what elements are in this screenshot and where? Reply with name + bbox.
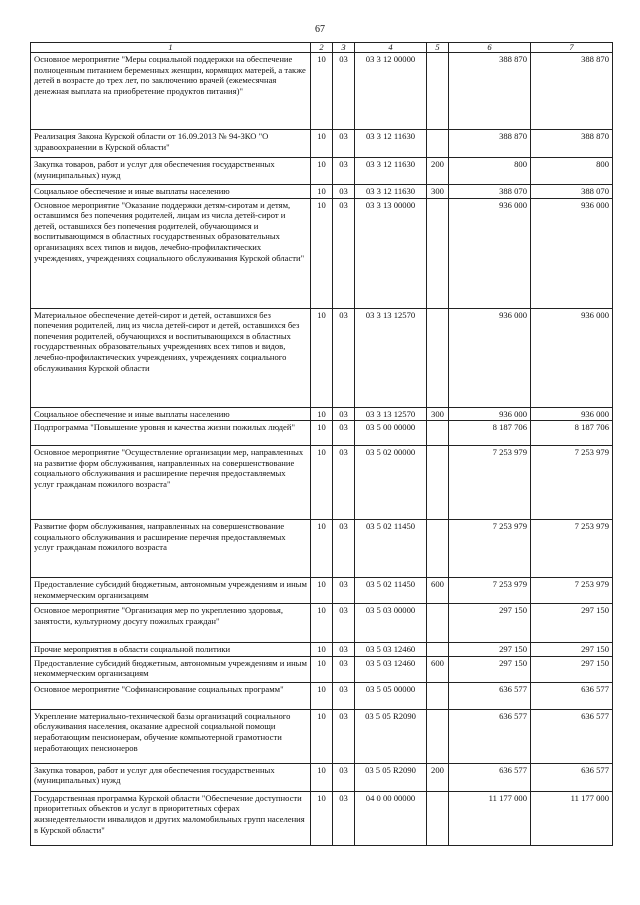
row-amount-2: 388 870 — [531, 53, 613, 130]
row-subsection: 03 — [333, 520, 355, 578]
table-row — [31, 791, 613, 845]
row-amount-2: 936 000 — [531, 407, 613, 421]
row-subsection: 03 — [333, 656, 355, 682]
column-header: 6 — [449, 43, 531, 53]
row-expense-type — [427, 643, 449, 657]
row-subsection: 03 — [333, 308, 355, 407]
row-expense-type: 200 — [427, 763, 449, 791]
row-expense-type — [427, 421, 449, 446]
row-subsection: 03 — [333, 643, 355, 657]
table-row — [31, 53, 613, 130]
column-header: 3 — [333, 43, 355, 53]
row-amount-2: 936 000 — [531, 198, 613, 308]
row-amount-2: 636 577 — [531, 709, 613, 763]
row-subsection: 03 — [333, 53, 355, 130]
row-section: 10 — [311, 308, 333, 407]
row-amount-1: 936 000 — [449, 308, 531, 407]
row-target-code: 03 5 02 00000 — [355, 446, 427, 520]
row-expense-type: 200 — [427, 158, 449, 185]
row-target-code: 03 3 12 00000 — [355, 53, 427, 130]
row-description: Основное мероприятие "Софинансирование социальных программ" — [31, 682, 311, 709]
row-amount-1: 297 150 — [449, 604, 531, 643]
row-amount-1: 297 150 — [449, 656, 531, 682]
row-subsection: 03 — [333, 578, 355, 604]
row-target-code: 03 3 13 12570 — [355, 308, 427, 407]
row-target-code: 03 5 03 12460 — [355, 656, 427, 682]
row-expense-type — [427, 604, 449, 643]
row-target-code: 03 3 13 00000 — [355, 198, 427, 308]
table-row — [31, 446, 613, 520]
row-amount-1: 388 070 — [449, 185, 531, 199]
page-number: 67 — [315, 24, 325, 35]
row-amount-2: 388 070 — [531, 185, 613, 199]
table-row — [31, 185, 613, 199]
row-expense-type — [427, 130, 449, 158]
row-section: 10 — [311, 130, 333, 158]
row-description: Предоставление субсидий бюджетным, автономным учреждениям и иным некоммерческим организациям — [31, 578, 311, 604]
row-target-code: 04 0 00 00000 — [355, 791, 427, 845]
row-expense-type: 300 — [427, 407, 449, 421]
row-section: 10 — [311, 791, 333, 845]
row-subsection: 03 — [333, 791, 355, 845]
row-section: 10 — [311, 421, 333, 446]
row-target-code: 03 5 02 11450 — [355, 520, 427, 578]
row-description: Материальное обеспечение детей-сирот и детей, оставшихся без попечения родителей, лиц из числа детей-сирот и детей, оставшихся без попечения родителей, обучающихся и воспитывающихся в областных государственных образовательных учреждениях всех типов и видов, лечебно-профилактических учреждениях, учреждениях социального обслуживания Курской области — [31, 308, 311, 407]
row-description: Основное мероприятие "Осуществление организации мер, направленных на развитие форм обслуживания, направленных на совершенствование социального обслуживания и расширение перечня предоставляемых услуг гражданам пожилого возраста" — [31, 446, 311, 520]
row-amount-1: 388 870 — [449, 130, 531, 158]
row-section: 10 — [311, 709, 333, 763]
table-header-row — [31, 43, 613, 53]
row-amount-2: 8 187 706 — [531, 421, 613, 446]
row-amount-2: 388 870 — [531, 130, 613, 158]
row-amount-1: 388 870 — [449, 53, 531, 130]
row-description: Укрепление материально-технической базы организаций социального обслуживания населения, оказание адресной социальной помощи неработающим пенсионерам, обучение компьютерной грамотности неработающих пенсионеров — [31, 709, 311, 763]
row-description: Социальное обеспечение и иные выплаты населению — [31, 407, 311, 421]
row-amount-2: 7 253 979 — [531, 578, 613, 604]
row-amount-1: 936 000 — [449, 407, 531, 421]
row-subsection: 03 — [333, 604, 355, 643]
table-row — [31, 198, 613, 308]
row-subsection: 03 — [333, 763, 355, 791]
row-target-code: 03 5 00 00000 — [355, 421, 427, 446]
row-target-code: 03 3 13 12570 — [355, 407, 427, 421]
table-row — [31, 421, 613, 446]
row-description: Развитие форм обслуживания, направленных на совершенствование социального обслуживания и расширение перечня предоставляемых услуг гражданам пожилого возраста — [31, 520, 311, 578]
row-description: Социальное обеспечение и иные выплаты населению — [31, 185, 311, 199]
row-subsection: 03 — [333, 185, 355, 199]
row-amount-2: 11 177 000 — [531, 791, 613, 845]
column-header: 1 — [31, 43, 311, 53]
row-target-code: 03 5 05 R2090 — [355, 709, 427, 763]
row-target-code: 03 3 12 11630 — [355, 158, 427, 185]
row-amount-2: 936 000 — [531, 308, 613, 407]
row-amount-1: 936 000 — [449, 198, 531, 308]
row-subsection: 03 — [333, 421, 355, 446]
row-section: 10 — [311, 185, 333, 199]
row-expense-type — [427, 682, 449, 709]
row-amount-2: 7 253 979 — [531, 446, 613, 520]
row-amount-2: 800 — [531, 158, 613, 185]
row-expense-type: 600 — [427, 578, 449, 604]
row-amount-2: 636 577 — [531, 682, 613, 709]
row-amount-2: 297 150 — [531, 643, 613, 657]
row-description: Основное мероприятие "Меры социальной поддержки на обеспечение полноценным питанием беременных женщин, кормящих матерей, а также детей в возрасте до трех лет, по заключению врачей (ежемесячная денежная выплата на приобретение продуктов питания)" — [31, 53, 311, 130]
row-target-code: 03 5 03 00000 — [355, 604, 427, 643]
row-target-code: 03 5 03 12460 — [355, 643, 427, 657]
row-section: 10 — [311, 656, 333, 682]
row-expense-type: 600 — [427, 656, 449, 682]
row-target-code: 03 5 05 R2090 — [355, 763, 427, 791]
row-amount-1: 800 — [449, 158, 531, 185]
row-description: Подпрограмма "Повышение уровня и качества жизни пожилых людей" — [31, 421, 311, 446]
row-amount-1: 8 187 706 — [449, 421, 531, 446]
row-expense-type: 300 — [427, 185, 449, 199]
row-subsection: 03 — [333, 130, 355, 158]
row-subsection: 03 — [333, 446, 355, 520]
row-section: 10 — [311, 520, 333, 578]
row-section: 10 — [311, 407, 333, 421]
row-subsection: 03 — [333, 158, 355, 185]
row-amount-1: 636 577 — [449, 682, 531, 709]
row-section: 10 — [311, 682, 333, 709]
budget-table — [30, 42, 613, 846]
row-description: Основное мероприятие "Организация мер по укреплению здоровья, занятости, культурному досугу пожилых граждан" — [31, 604, 311, 643]
row-amount-1: 7 253 979 — [449, 446, 531, 520]
row-amount-1: 7 253 979 — [449, 520, 531, 578]
row-description: Прочие мероприятия в области социальной политики — [31, 643, 311, 657]
table-row — [31, 158, 613, 185]
row-description: Государственная программа Курской области "Обеспечение доступности приоритетных объектов и услуг в приоритетных сферах жизнедеятельности инвалидов и других маломобильных групп населения в Курской области" — [31, 791, 311, 845]
row-amount-2: 297 150 — [531, 604, 613, 643]
table-row — [31, 656, 613, 682]
column-header: 2 — [311, 43, 333, 53]
row-target-code: 03 5 02 11450 — [355, 578, 427, 604]
row-section: 10 — [311, 604, 333, 643]
row-section: 10 — [311, 763, 333, 791]
row-target-code: 03 3 12 11630 — [355, 130, 427, 158]
table-row — [31, 308, 613, 407]
row-expense-type — [427, 709, 449, 763]
table-row — [31, 130, 613, 158]
table-row — [31, 407, 613, 421]
row-section: 10 — [311, 198, 333, 308]
row-section: 10 — [311, 578, 333, 604]
row-amount-2: 7 253 979 — [531, 520, 613, 578]
row-section: 10 — [311, 53, 333, 130]
table-row — [31, 682, 613, 709]
column-header: 4 — [355, 43, 427, 53]
row-amount-1: 297 150 — [449, 643, 531, 657]
row-expense-type — [427, 446, 449, 520]
table-row — [31, 709, 613, 763]
column-header: 5 — [427, 43, 449, 53]
row-amount-1: 11 177 000 — [449, 791, 531, 845]
row-description: Закупка товаров, работ и услуг для обеспечения государственных (муниципальных) нужд — [31, 763, 311, 791]
row-amount-2: 297 150 — [531, 656, 613, 682]
row-amount-1: 636 577 — [449, 709, 531, 763]
row-amount-2: 636 577 — [531, 763, 613, 791]
row-section: 10 — [311, 446, 333, 520]
row-description: Предоставление субсидий бюджетным, автономным учреждениям и иным некоммерческим организациям — [31, 656, 311, 682]
row-section: 10 — [311, 643, 333, 657]
column-header: 7 — [531, 43, 613, 53]
row-description: Реализация Закона Курской области от 16.09.2013 № 94-ЗКО "О здравоохранении в Курской области" — [31, 130, 311, 158]
row-amount-1: 636 577 — [449, 763, 531, 791]
row-subsection: 03 — [333, 198, 355, 308]
row-expense-type — [427, 53, 449, 130]
row-amount-1: 7 253 979 — [449, 578, 531, 604]
row-subsection: 03 — [333, 682, 355, 709]
table-row — [31, 520, 613, 578]
row-subsection: 03 — [333, 407, 355, 421]
row-section: 10 — [311, 158, 333, 185]
table-row — [31, 604, 613, 643]
row-expense-type — [427, 198, 449, 308]
row-description: Основное мероприятие "Оказание поддержки детям-сиротам и детям, оставшимся без попечения родителей, лицам из числа детей-сирот и детей, оставшихся без попечения родителей, обучающимся и воспитывающимся в областных государственных образовательных организациях всех типов и видов, лечебно-профилактических учреждениях, учреждениях социального обслуживания Курской области" — [31, 198, 311, 308]
row-description: Закупка товаров, работ и услуг для обеспечения государственных (муниципальных) нужд — [31, 158, 311, 185]
row-expense-type — [427, 308, 449, 407]
row-expense-type — [427, 520, 449, 578]
row-subsection: 03 — [333, 709, 355, 763]
row-expense-type — [427, 791, 449, 845]
row-target-code: 03 3 12 11630 — [355, 185, 427, 199]
table-row — [31, 643, 613, 657]
row-target-code: 03 5 05 00000 — [355, 682, 427, 709]
table-row — [31, 763, 613, 791]
table-row — [31, 578, 613, 604]
